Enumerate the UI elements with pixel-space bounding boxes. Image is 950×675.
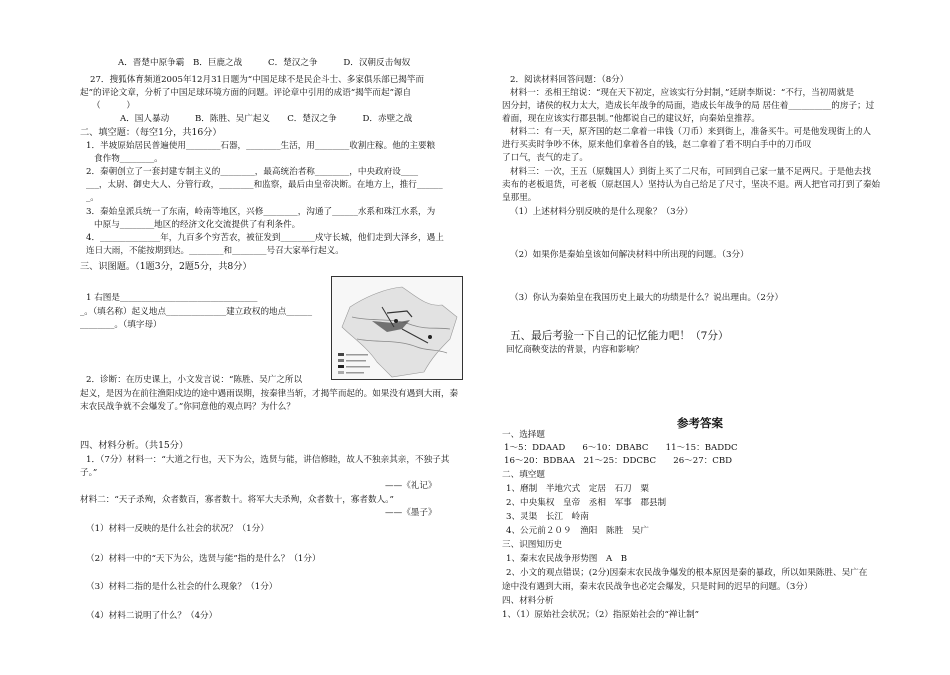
fill-1-line-2: 食作物________。 — [94, 154, 163, 164]
section-5-title: 五、最后考验一下自己的记忆能力吧！（7分） — [510, 330, 729, 342]
analysis-2-material-3-line-3: 皇那里。 — [502, 193, 537, 203]
analysis-1-line-1: 1．（7分）材料一：“大道之行也，天下为公，选贤与能，讲信修睦，故人不独亲其亲，不独子其 — [86, 455, 450, 465]
section-4-title: 四、材料分析。（共15分） — [80, 440, 189, 451]
source-liji: ——《礼记》 — [385, 481, 437, 491]
analysis-2-title: 2．阅读材料回答问题：（8分） — [510, 75, 629, 85]
answer-map-line-2: 2、小文的观点错误；(2分)因秦末农民战争爆发的根本原因是秦的暴政，所以如果陈胜、吴广在 — [506, 568, 868, 578]
analysis-2-material-1-line-2: 因分封，诸侯的权力太大，造成长年战争的局面，造成长年战争的局 居住着__________的房子；过 — [502, 101, 875, 111]
answer-key-title: 参考答案 — [677, 416, 723, 430]
map-q1-line-1: 1 右图是________________________________ — [86, 293, 258, 303]
analysis-1-material-2: 材料二：“天子杀殉，众者数百，寡者数十。将军大夫杀殉，众者数十，寡者数人。” — [80, 495, 394, 505]
fill-3-line-1: 3．秦始皇派兵统一了东南，岭南等地区，兴修________，沟通了______水系和珠江水系，为 — [86, 207, 436, 217]
answer-section-2: 二、填空题 — [502, 470, 545, 480]
section-2-title: 二、填空题：（每空1分，共16分） — [80, 127, 222, 138]
answer-section-4: 四、材料分析 — [502, 596, 554, 606]
analysis-1-q3: （3）材料二指的是什么社会的什么现象？（1分） — [86, 582, 278, 592]
answer-fill-line-3: 3、灵渠 长江 岭南 — [506, 512, 589, 522]
map-q2-line-1: 2．诊断：在历史课上，小文发言说：“陈胜、吴广之所以 — [86, 375, 303, 385]
analysis-2-material-2-line-3: 了口气，丧气的走了。 — [502, 153, 588, 163]
analysis-2-q1: （1）上述材料分别反映的是什么现象？（3分） — [510, 207, 693, 217]
answer-choice-line-1: 1～5：DDAAD 6～10：DBABC 11～15：BADDC — [504, 443, 738, 453]
section-3-title: 三、识图题。（1题3分，2题5分，共8分） — [80, 261, 252, 272]
map-q1-line-3: ________。（填字母） — [80, 320, 162, 330]
fill-2-line-2: ___，太尉、御史大人、分管行政，________和监察，最后由皇帝决断。在地方上，推行______ — [86, 180, 443, 190]
answer-fill-line-1: 1、磨制 半地穴式 定居 石刀 粟 — [506, 484, 649, 494]
analysis-2-q2: （2）如果你是秦始皇该如何解决材料中所出现的问题。（3分） — [510, 250, 749, 260]
section-5-question: 回忆商鞅变法的背景，内容和影响？ — [506, 345, 644, 355]
answer-map-line-1: 1、秦末农民战争形势图 A B — [506, 554, 628, 564]
q27-options: A．国人暴动 B．陈胜、吴广起义 C．楚汉之争 D．赤壁之战 — [120, 114, 413, 124]
analysis-1-line-2: 子。” — [80, 468, 98, 478]
answer-section-3: 三、识图知历史 — [502, 540, 563, 550]
answer-analysis-line-1: 1、（1）原始社会状况；（2）指原始社会的“禅让制” — [502, 610, 700, 620]
analysis-1-q2: （2）材料一中的“天下为公，选贤与能”指的是什么？（1分） — [86, 554, 321, 564]
map-q2-line-2: 起义，是因为在前往渔阳戍边的途中遇雨误期，按秦律当斩，才揭竿而起的。如果没有遇到大雨，秦 — [80, 389, 459, 399]
fill-2-line-3: _。 — [86, 193, 99, 203]
analysis-2-material-2-line-2: 进行买卖时争吵不休，原来他们拿着各自的钱，赵二拿着了看不明白手中的刀币叹 — [502, 140, 812, 150]
analysis-1-q1: （1）材料一反映的是什么社会的状况？（1分） — [86, 524, 269, 534]
fill-3-line-2: 中原与________地区的经济文化交流提供了有利条件。 — [94, 220, 301, 230]
q27-line-3: （ ） — [92, 101, 135, 111]
qin-peasant-war-map — [331, 276, 463, 380]
analysis-2-material-1-line-3: 着面，现在应该实行郡县制。”他都说自己的建议好，向秦始皇推荐。 — [502, 114, 760, 124]
fill-2-line-1: 2．秦朝创立了一套封建专制主义的________，最高统治者称________，中央政府设____ — [86, 167, 419, 177]
analysis-2-material-1-line-1: 材料一：丞相王绾说：“现在天下初定，应该实行分封制，”廷尉李斯说：“不行，当初周就是 — [510, 88, 855, 98]
analysis-2-material-2-line-1: 材料二：有一天，原齐国的赵二拿着一串钱（刀币）来到街上，准备买牛。可是他发现街上的人 — [510, 127, 871, 137]
answer-choice-line-2: 16～20：BDBAA 21～25：DDCBC 26～27：CBD — [504, 456, 733, 466]
answer-fill-line-4: 4、公元前２０９ 渔阳 陈胜 吴广 — [506, 526, 649, 536]
map-q1-line-2: _。（填名称）起义地点______________建立政权的地点______ — [80, 307, 313, 317]
fill-4-line-1: 4．______________年，九百多个穷苦农，被征发到________戍守长城，他们走到大泽乡，遇上 — [86, 233, 444, 243]
source-mozi: ——《墨子》 — [385, 508, 437, 518]
answer-section-1: 一、选择题 — [502, 430, 545, 440]
answer-map-line-3: 途中没有遇到大雨，秦末农民战争也必定会爆发，只是时间的迟早的问题。（3分） — [502, 582, 813, 592]
analysis-1-q4: （4）材料二说明了什么？（4分） — [86, 611, 218, 621]
fill-1-line-1: 1．半坡原始居民普遍使用________石器，________生活，用________收割庄稼。他的主要粮 — [86, 141, 436, 151]
answer-fill-line-2: 2、中央集权 皇帝 丞相 军事 郡县制 — [506, 498, 667, 508]
map-q2-line-3: 末农民战争就不会爆发了。”你同意他的观点吗？为什么？ — [80, 402, 295, 412]
map-illustration — [332, 277, 462, 379]
fill-4-line-2: 连日大雨，不能按期到达。________和________号召大家举行起义。 — [86, 246, 344, 256]
q26-options: A．晋楚中原争霸 B．巨鹿之战 C．楚汉之争 D．汉朝反击匈奴 — [118, 58, 411, 68]
q27-line-2: 起”的评论文章，分析了中国足球环境方面的问题。评论章中引用的成语“揭竿而起”源自 — [80, 88, 412, 98]
analysis-2-material-3-line-2: 卖布的老板退货，可老板（原赵国人）坚持认为自己给足了尺寸，坚决不退。两人把官司打到了秦始 — [502, 180, 881, 190]
analysis-2-q3: （3）你认为秦始皇在我国历史上最大的功绩是什么？说出理由。（2分） — [510, 293, 784, 303]
q27-line-1: 27．搜狐体育频道2005年12月31日题为“中国足球不是民企斗士、多家俱乐部已揭竿而 — [90, 75, 425, 85]
analysis-2-material-3-line-1: 材料三：一次，王五（原魏国人）到街上买了二尺布，可回到自己家一量不足两尺。于是他去找 — [510, 167, 871, 177]
